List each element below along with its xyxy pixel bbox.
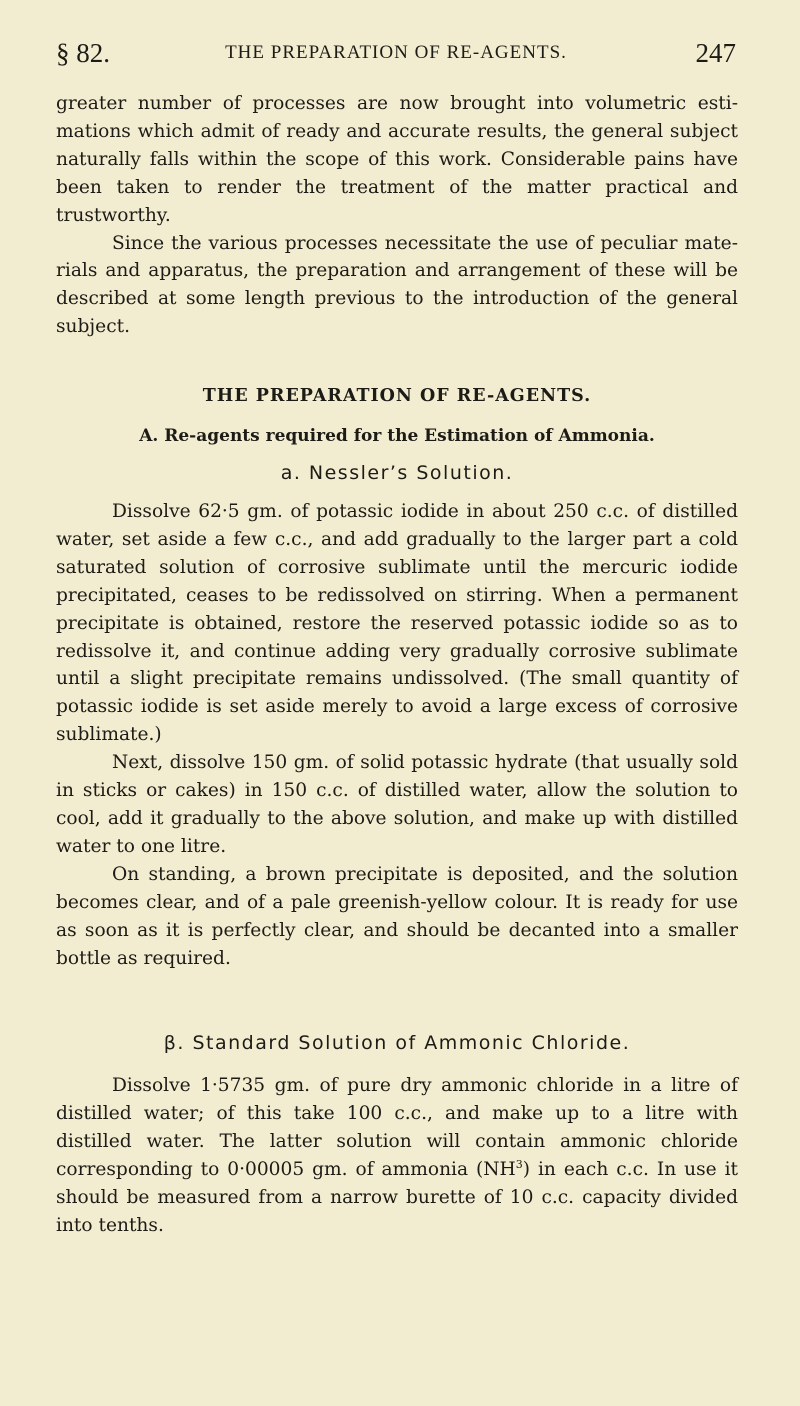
section-number: § 82.	[56, 38, 110, 68]
paragraph-text-end: ) in each c.c. In use it should be measured from a narrow burette of 10 c.c. capacity divided into tenths.	[56, 1158, 738, 1236]
nessler-paragraph-2: Next, dissolve 150 gm. of solid potassic hydrate (that usually sold in sticks or cakes) in 150 c.c. of distilled water, allow the solution to cool, add it gradually to the above solution, and make up with distilled water to one litre.	[56, 752, 738, 857]
running-title: THE PREPARATION OF RE-AGENTS.	[225, 42, 567, 63]
paragraph-text-start: Dissolve 1·5735 gm. of pure dry ammonic chloride in a litre of distilled water; of this take 100 c.c., and make up to a litre with distilled water. The latter solution will contain ammonic chloride corresponding to 0·00005 gm. of ammonia (NH	[56, 1075, 738, 1180]
ammonic-chloride-text	[56, 1072, 738, 1239]
running-header	[56, 38, 736, 78]
nessler-text	[56, 498, 738, 972]
ammonic-chloride-paragraph	[56, 1072, 738, 1239]
superscript: 3	[515, 1157, 523, 1171]
page-number: 247	[695, 38, 736, 68]
intro-paragraph-2: Since the various processes necessitate the use of peculiar materials and apparatus, the preparation and arrangement of these will be described at some length previous to the introduction of the general subject.	[56, 232, 738, 338]
beta-heading: β. Standard Solution of Ammonic Chloride.	[163, 1032, 631, 1054]
intro-text	[56, 90, 738, 341]
alpha-heading: a. Nessler’s Solution.	[280, 462, 514, 484]
nessler-paragraph-1: Dissolve 62·5 gm. of potassic iodide in about 250 c.c. of distilled water, set aside a few c.c., and add gradually to the larger part a cold saturated solution of corrosive sublimate until the mercuric iodide precipitated, ceases to be redissolved on stirring. When a permanent precipitate is obtained, restore the reserved potassic iodide so as to redissolve it, and continue adding very gradually corrosive sublimate until a slight precipitate remains undissolved. (The small quantity of potassic iodide is set aside merely to avoid a large excess of corrosive sublimate.)	[56, 501, 738, 746]
nessler-paragraph-3: On standing, a brown precipitate is deposited, and the solution becomes clear, and of a pale greenish-yellow colour. It is ready for use as soon as it is perfectly clear, and should be decanted into a smaller bottle as required.	[56, 863, 738, 969]
section-heading: THE PREPARATION OF RE-AGENTS.	[202, 386, 592, 406]
intro-paragraph-1: greater number of processes are now brought into volumetric estimations which admit of ready and accurate results, the general subject naturally falls within the scope of this work. Considerable pains have been taken to render the treatment of the matter practical and trustworthy.	[56, 93, 738, 226]
subsection-heading-a: A. Re-agents required for the Estimation of Ammonia.	[139, 426, 655, 446]
